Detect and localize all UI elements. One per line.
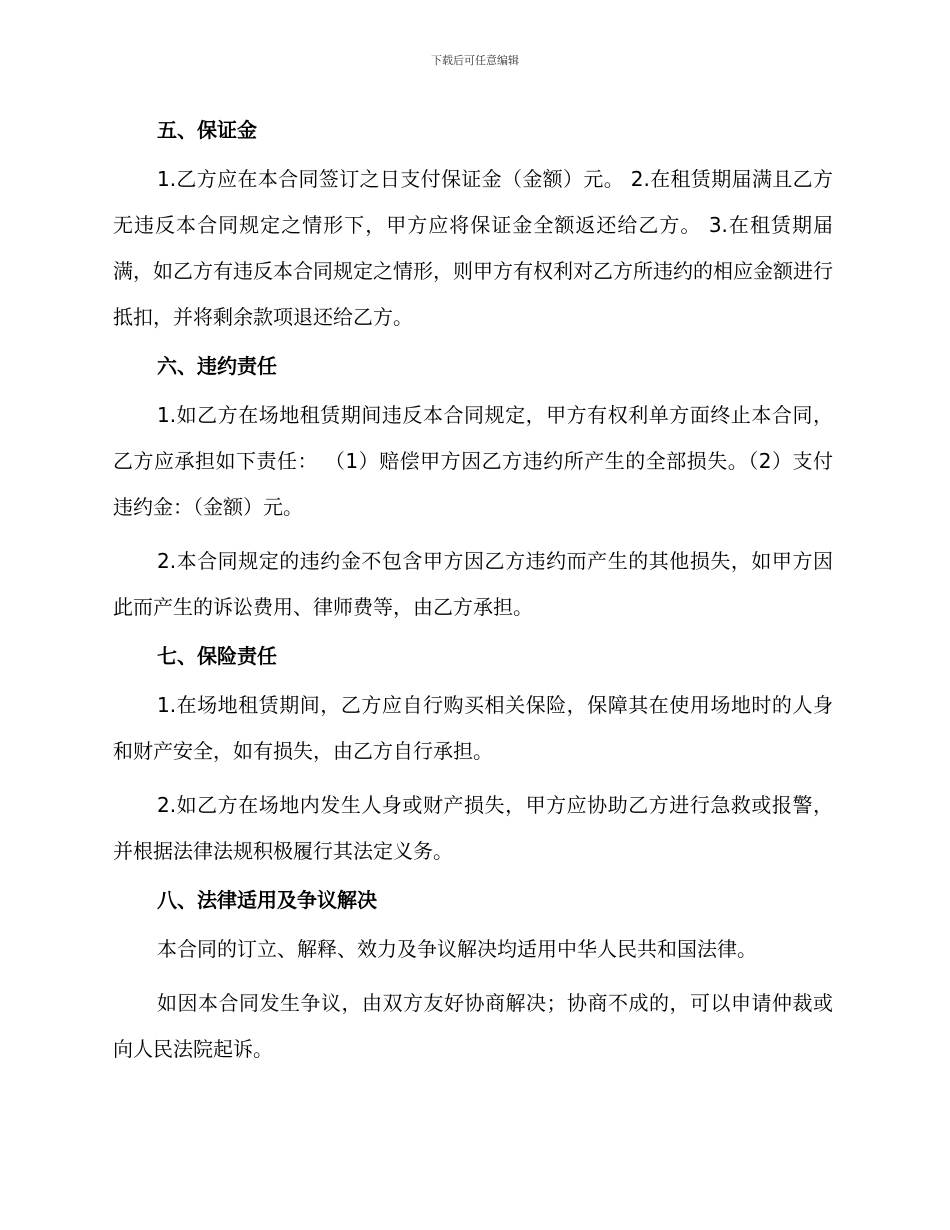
section-paragraph: 本合同的订立、解释、效力及争议解决均适用中华人民共和国法律。 bbox=[157, 937, 757, 961]
section-paragraph: 2.如乙方在场地内发生人身或财产损失，甲方应协助乙方进行急救或报警，并根据法律法规积极履行其法定义务。 bbox=[113, 793, 833, 863]
section-deposit bbox=[113, 112, 833, 340]
section-paragraph: 2.本合同规定的违约金不包含甲方因乙方违约而产生的其他损失，如甲方因此而产生的诉讼费用、律师费等，由乙方承担。 bbox=[113, 549, 833, 619]
section-paragraph: 1.在场地租赁期间，乙方应自行购买相关保险，保障其在使用场地时的人身和财产安全，如有损失，由乙方自行承担。 bbox=[113, 693, 833, 763]
section-governing-law bbox=[113, 882, 833, 1072]
document-body bbox=[113, 112, 833, 1072]
section-heading: 五、保证金 bbox=[157, 118, 257, 142]
section-heading: 七、保险责任 bbox=[157, 644, 277, 668]
page-header-note: 下载后可任意编辑 bbox=[431, 54, 519, 67]
section-paragraph: 1.乙方应在本合同签订之日支付保证金（金额）元。 2.在租赁期届满且乙方无违反本合同规定之情形下，甲方应将保证金全额返还给乙方。 3.在租赁期届满，如乙方有违反本合同规定之情形，则甲方有权利对乙方所违约的相应金额进行抵扣，并将剩余款项退还给乙方。 bbox=[113, 167, 833, 329]
section-heading: 八、法律适用及争议解决 bbox=[157, 888, 377, 912]
section-insurance-liability bbox=[113, 638, 833, 874]
section-paragraph: 1.如乙方在场地租赁期间违反本合同规定，甲方有权利单方面终止本合同，乙方应承担如下责任： （1）赔偿甲方因乙方违约所产生的全部损失。（2）支付违约金：（金额）元。 bbox=[113, 403, 833, 519]
section-paragraph: 如因本合同发生争议，由双方友好协商解决；协商不成的，可以申请仲裁或向人民法院起诉。 bbox=[113, 991, 833, 1061]
section-breach-liability bbox=[113, 348, 833, 630]
section-heading: 六、违约责任 bbox=[157, 354, 277, 378]
